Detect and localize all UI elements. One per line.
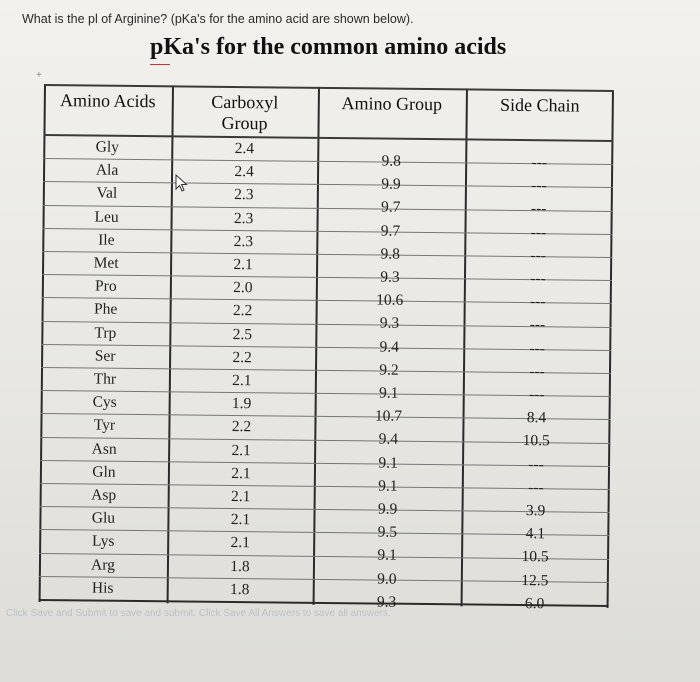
cell-side: --- (531, 154, 548, 172)
cell-side: --- (529, 362, 545, 381)
cell-side: --- (530, 223, 547, 241)
cell-carboxyl: 1.8 (229, 580, 250, 598)
cell-carboxyl: 2.1 (232, 371, 252, 390)
cell-amino: 9.9 (381, 175, 401, 193)
cell-carboxyl: 2.3 (233, 209, 254, 227)
cell-name: Tyr (93, 416, 116, 435)
header-amino-acids: Amino Acids (59, 90, 156, 112)
cell-side: 6.0 (524, 594, 545, 613)
cell-carboxyl: 2.3 (234, 186, 254, 204)
table-title: pKa's for the common amino acids (150, 34, 507, 60)
cell-side: 10.5 (521, 548, 549, 566)
cell-side: --- (529, 293, 546, 311)
cell-name: Met (93, 254, 119, 272)
cell-side: --- (531, 177, 547, 195)
cell-amino: 9.8 (380, 245, 401, 263)
cell-name: Pro (95, 277, 117, 295)
cell-name: Arg (90, 556, 115, 574)
cell-side: --- (527, 478, 544, 497)
header-carboxyl-group: Carboxyl Group (211, 91, 279, 134)
cell-side: --- (528, 386, 545, 404)
cell-amino: 9.1 (379, 384, 399, 402)
cell-carboxyl: 2.1 (231, 441, 251, 459)
cell-carboxyl: 2.0 (233, 279, 253, 297)
cell-amino: 9.9 (377, 500, 398, 518)
cell-carboxyl: 2.3 (233, 232, 254, 250)
cell-side: 4.1 (525, 525, 546, 543)
cell-amino: 9.7 (380, 222, 401, 240)
cell-amino: 9.3 (380, 268, 400, 286)
cell-carboxyl: 2.1 (230, 487, 251, 506)
cell-carboxyl: 2.1 (230, 534, 250, 552)
cell-name: His (91, 579, 114, 597)
cell-amino: 10.6 (376, 291, 404, 309)
header-side-chain: Side Chain (499, 94, 580, 116)
cell-carboxyl: 2.2 (232, 348, 252, 366)
submit-instructions: Click Save and Submit to save and submit. Click Save All Answers to save all answers. (6, 608, 391, 619)
cell-amino: 9.0 (377, 570, 397, 588)
cell-side: 3.9 (525, 502, 546, 520)
cell-name: Gly (95, 138, 120, 156)
cell-carboxyl: 2.1 (230, 511, 251, 529)
cell-amino: 9.8 (381, 152, 401, 170)
question-text: What is the pl of Arginine? (pKa's for the amino acid are shown below). (22, 12, 414, 26)
cell-amino: 9.3 (376, 593, 397, 611)
cell-name: Ile (98, 231, 115, 249)
cell-amino: 10.7 (374, 407, 403, 425)
cell-side: 12.5 (521, 571, 549, 589)
cell-side: --- (529, 339, 546, 357)
cell-name: Phe (93, 300, 118, 319)
cell-amino: 9.1 (378, 477, 398, 495)
cell-amino: 9.3 (379, 314, 400, 333)
cell-name: Trp (94, 324, 117, 342)
cell-amino: 9.5 (377, 523, 398, 541)
cell-name: Lys (91, 532, 115, 551)
cell-amino: 9.4 (379, 338, 400, 356)
move-handle-icon: + (36, 70, 42, 81)
cell-carboxyl: 2.5 (232, 325, 253, 343)
cell-carboxyl: 1.8 (230, 557, 250, 575)
cell-carboxyl: 2.2 (231, 418, 252, 436)
cell-name: Glu (91, 509, 116, 527)
cell-carboxyl: 2.2 (232, 302, 253, 320)
cell-name: Ser (94, 347, 116, 365)
cell-carboxyl: 1.9 (231, 395, 252, 413)
cell-side: --- (530, 246, 547, 265)
cell-side: --- (529, 316, 546, 334)
cell-amino: 9.1 (377, 546, 397, 565)
cell-side: --- (528, 455, 544, 473)
cell-amino: 9.1 (378, 454, 398, 472)
cell-carboxyl: 2.4 (234, 163, 254, 181)
cell-carboxyl: 2.4 (234, 140, 255, 158)
pka-table (39, 84, 614, 613)
cell-side: 8.4 (526, 409, 547, 427)
spellcheck-underline (150, 64, 170, 65)
mouse-pointer-icon (175, 174, 189, 192)
cell-name: Val (96, 184, 118, 203)
cell-name: Ala (95, 161, 119, 179)
cell-name: Asn (91, 440, 117, 458)
cell-side: --- (530, 270, 546, 288)
cell-side: --- (530, 200, 547, 218)
header-amino-group: Amino Group (341, 93, 443, 115)
cell-name: Thr (93, 370, 117, 388)
cell-carboxyl: 2.1 (233, 255, 253, 274)
cell-name: Gln (92, 463, 116, 481)
cell-name: Leu (94, 208, 119, 226)
cell-name: Cys (92, 393, 117, 411)
cell-name: Asp (91, 486, 117, 504)
cell-side: 10.5 (522, 432, 550, 450)
cell-amino: 9.2 (379, 361, 399, 379)
cell-amino: 9.7 (380, 198, 401, 217)
cell-amino: 9.4 (378, 430, 399, 449)
cell-carboxyl: 2.1 (231, 464, 251, 482)
